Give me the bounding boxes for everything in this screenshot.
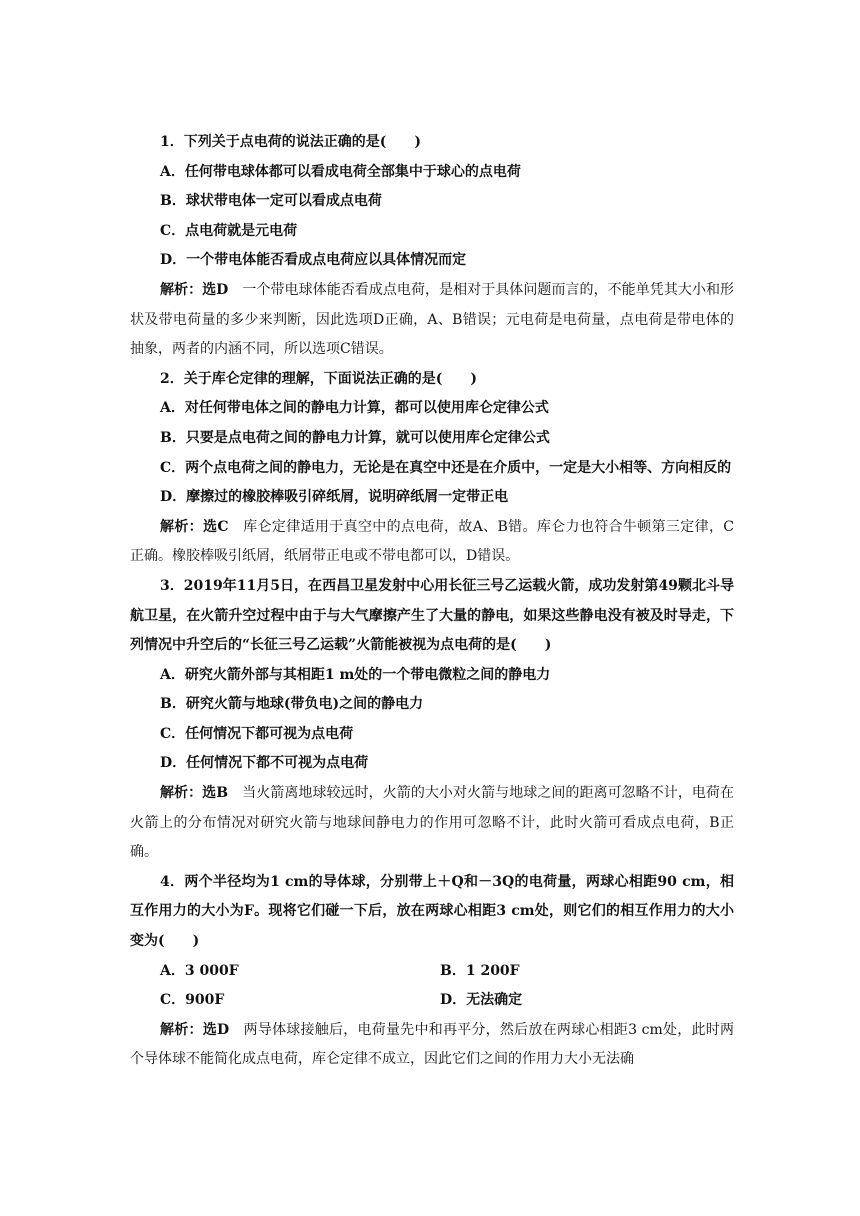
question-4-analysis-text: 两导体球接触后，电荷量先中和再平分，然后放在两球心相距3 cm处，此时两个导体球不能简化成点电荷，库仑定律不成立，因此它们之间的作用力大小无法确 <box>130 1021 734 1068</box>
question-4-options-row-2 <box>130 986 734 1016</box>
question-3-analysis <box>130 779 734 868</box>
question-2-option-b: B．只要是点电荷之间的静电力计算，就可以使用库仑定律公式 <box>160 429 550 446</box>
question-4-option-a: A．3 000F <box>160 962 239 979</box>
question-2-option-c: C．两个点电荷之间的静电力，无论是在真空中还是在介质中，一定是大小相等、方向相反的 <box>160 459 732 476</box>
question-2-analysis <box>130 513 734 572</box>
question-4-option-c: C．900F <box>160 992 225 1009</box>
question-1-option-d: D．一个带电体能否看成点电荷应以具体情况而定 <box>160 252 467 269</box>
question-4-analysis <box>130 1016 734 1075</box>
question-3-analysis-text: 当火箭离地球较远时，火箭的大小对火箭与地球之间的距离可忽略不计，电荷在火箭上的分布情况对研究火箭与地球间静电力的作用可忽略不计，此时火箭可看成点电荷，B正确。 <box>130 785 735 861</box>
question-1-analysis-tag: 解析：选D <box>160 281 229 298</box>
question-3-option-b: B．研究火箭与地球(带负电)之间的静电力 <box>160 696 424 713</box>
question-3-stem: 3．2019年11月5日，在西昌卫星发射中心用长征三号乙运载火箭，成功发射第49颗北斗导航卫星，在火箭升空过程中由于与大气摩擦产生了大量的静电，如果这些静电没有被及时导走，下列情况中升空后的“长征三号乙运载”火箭能被视为点电荷的是( ) <box>130 577 734 654</box>
question-1-option-a: A．任何带电球体都可以看成电荷全部集中于球心的点电荷 <box>160 163 521 180</box>
question-4-option-d: D．无法确定 <box>440 992 523 1009</box>
question-2-option-d: D．摩擦过的橡胶棒吸引碎纸屑，说明碎纸屑一定带正电 <box>160 489 509 506</box>
question-2-option-a: A．对任何带电体之间的静电力计算，都可以使用库仑定律公式 <box>160 400 549 417</box>
question-list <box>130 128 734 1075</box>
question-1-option-c: C．点电荷就是元电荷 <box>160 222 298 239</box>
question-4-stem: 4．两个半径均为1 cm的导体球，分别带上＋Q和－3Q的电荷量，两球心相距90 cm，相互作用力的大小为F。现将它们碰一下后，放在两球心相距3 cm处，则它们的相互作用力的大小变为( ) <box>130 873 734 950</box>
question-3-option-c: C．任何情况下都可视为点电荷 <box>160 725 354 742</box>
question-1-analysis <box>130 276 734 365</box>
question-2-analysis-text: 库仑定律适用于真空中的点电荷，故A、B错。库仑力也符合牛顿第三定律，C正确。橡胶棒吸引纸屑，纸屑带正电或不带电都可以，D错误。 <box>130 518 735 565</box>
question-1-option-b: B．球状带电体一定可以看成点电荷 <box>160 193 382 210</box>
question-4-options-row-1 <box>130 957 734 987</box>
question-3-option-a: A．研究火箭外部与其相距1 m处的一个带电微粒之间的静电力 <box>160 666 551 683</box>
question-2-analysis-tag: 解析：选C <box>160 518 229 535</box>
question-3-analysis-tag: 解析：选B <box>160 785 229 802</box>
question-2-stem: 2．关于库仑定律的理解，下面说法正确的是( ) <box>160 370 477 387</box>
question-1-analysis-text: 一个带电球体能否看成点电荷，是相对于具体问题而言的，不能单凭其大小和形状及带电荷量的多少来判断，因此选项D正确，A、B错误；元电荷是电荷量，点电荷是带电体的抽象，两者的内涵不同，所以选项C错误。 <box>130 281 734 358</box>
question-3-option-d: D．任何情况下都不可视为点电荷 <box>160 755 369 772</box>
question-4-option-b: B．1 200F <box>440 962 520 979</box>
question-1-stem: 1．下列关于点电荷的说法正确的是( ) <box>160 134 421 150</box>
question-4-analysis-tag: 解析：选D <box>160 1021 230 1038</box>
